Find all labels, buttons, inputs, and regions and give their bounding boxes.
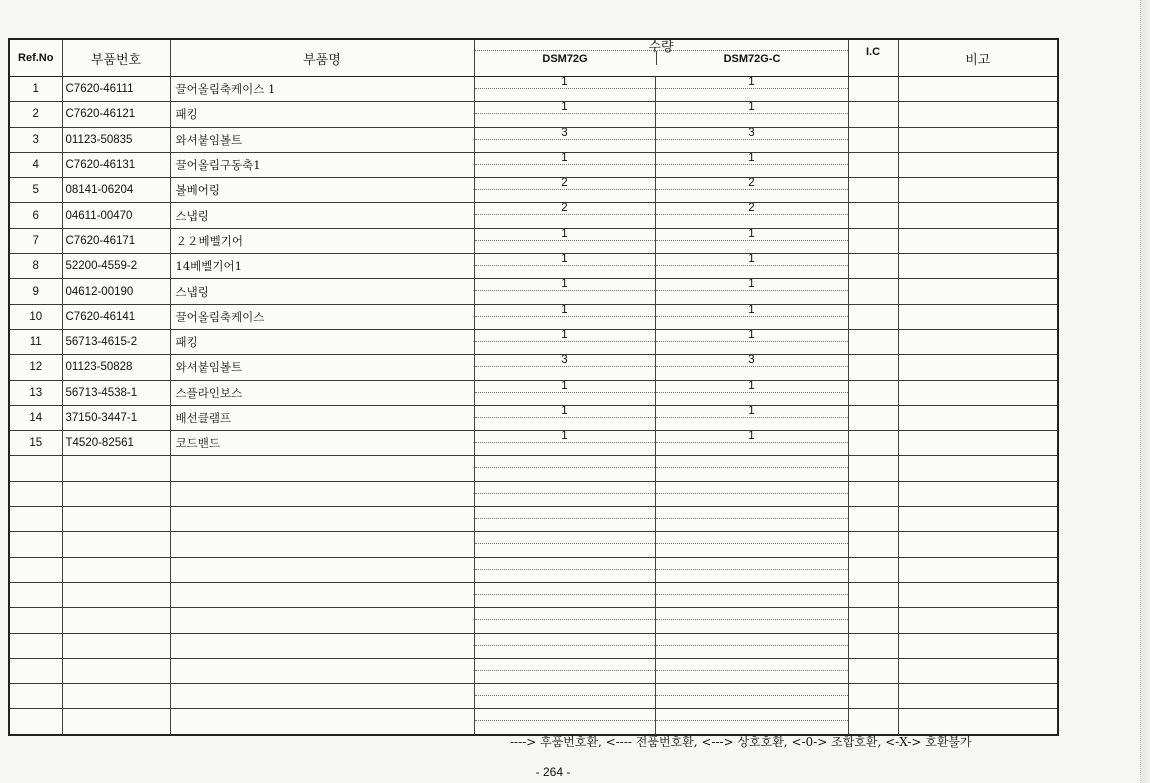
part-no-cell: [62, 658, 170, 683]
remarks-cell: [898, 507, 1058, 532]
qty-dsm72g-cell: [474, 532, 655, 557]
qty-dsm72g-c-value: 1: [748, 380, 755, 392]
qty-dsm72g-c-value: 1: [748, 304, 755, 316]
ic-cell: [848, 658, 898, 683]
remarks-cell: [898, 127, 1058, 152]
part-no-cell: [62, 507, 170, 532]
table-row: [9, 456, 1058, 481]
part-name-cell: [170, 709, 474, 735]
qty-dsm72g-value: 1: [561, 304, 568, 316]
part-no-cell: 08141-06204: [62, 178, 170, 203]
header-ref-no: Ref.No: [9, 39, 62, 77]
table-row: [9, 405, 1058, 430]
qty-dsm72g-c-cell: [655, 203, 848, 228]
ic-cell: [848, 456, 898, 481]
table-row: [9, 279, 1058, 304]
table-row: [9, 633, 1058, 658]
qty-dsm72g-value: 3: [561, 127, 568, 139]
ref-no-cell: [9, 507, 62, 532]
ic-cell: [848, 203, 898, 228]
qty-dsm72g-cell: [474, 380, 655, 405]
part-no-cell: [62, 481, 170, 506]
part-name-cell: [170, 557, 474, 582]
qty-dsm72g-cell: [474, 355, 655, 380]
qty-dsm72g-cell: [474, 254, 655, 279]
table-row: [9, 431, 1058, 456]
ref-no-cell: 8: [9, 254, 62, 279]
remarks-cell: [898, 380, 1058, 405]
qty-dsm72g-cell: [474, 102, 655, 127]
table-row: [9, 304, 1058, 329]
header-model-dsm72g-c: DSM72G-C: [723, 53, 781, 65]
ic-cell: [848, 102, 898, 127]
qty-dsm72g-value: 1: [561, 405, 568, 417]
table-row: [9, 355, 1058, 380]
remarks-cell: [898, 279, 1058, 304]
part-no-cell: [62, 709, 170, 735]
qty-dsm72g-c-value: 1: [748, 76, 755, 88]
ref-no-cell: 12: [9, 355, 62, 380]
ic-cell: [848, 279, 898, 304]
remarks-cell: [898, 709, 1058, 735]
part-no-cell: C7620-46141: [62, 304, 170, 329]
qty-dsm72g-cell: [474, 507, 655, 532]
ref-no-cell: 11: [9, 329, 62, 354]
table-row: [9, 77, 1058, 102]
table-row: [9, 127, 1058, 152]
part-no-cell: C7620-46131: [62, 152, 170, 177]
part-name-cell: [170, 481, 474, 506]
qty-dsm72g-c-value: 3: [748, 354, 755, 367]
qty-dsm72g-c-value: 1: [748, 101, 755, 114]
part-name-cell: 끌어올림축케이스 1: [170, 77, 474, 102]
qty-dsm72g-c-cell: [655, 304, 848, 329]
qty-dsm72g-cell: [474, 684, 655, 709]
qty-dsm72g-value: 1: [561, 430, 568, 443]
part-no-cell: 04611-00470: [62, 203, 170, 228]
table-row: [9, 532, 1058, 557]
ic-cell: [848, 380, 898, 405]
qty-dsm72g-c-value: 1: [748, 152, 755, 164]
qty-dsm72g-cell: [474, 431, 655, 456]
qty-dsm72g-c-cell: [655, 456, 848, 481]
header-part-no: 부품번호: [62, 39, 170, 77]
ref-no-cell: 3: [9, 127, 62, 152]
ref-no-cell: 5: [9, 178, 62, 203]
table-row: [9, 203, 1058, 228]
table-row: [9, 608, 1058, 633]
ic-cell: [848, 633, 898, 658]
part-no-cell: 04612-00190: [62, 279, 170, 304]
qty-dsm72g-c-cell: [655, 405, 848, 430]
ref-no-cell: 2: [9, 102, 62, 127]
ref-no-cell: [9, 481, 62, 506]
qty-dsm72g-cell: [474, 608, 655, 633]
part-name-cell: 스냅링: [170, 279, 474, 304]
header-model-row: [475, 50, 848, 65]
part-no-cell: 52200-4559-2: [62, 254, 170, 279]
part-no-cell: C7620-46111: [62, 77, 170, 102]
part-name-cell: [170, 658, 474, 683]
header-ic: I.C: [848, 39, 898, 77]
qty-dsm72g-c-value: 1: [748, 228, 755, 240]
table-row: [9, 684, 1058, 709]
qty-dsm72g-cell: [474, 127, 655, 152]
remarks-cell: [898, 532, 1058, 557]
qty-dsm72g-cell: [474, 658, 655, 683]
qty-dsm72g-c-cell: [655, 254, 848, 279]
table-row: [9, 329, 1058, 354]
remarks-cell: [898, 405, 1058, 430]
header-quantity-title: 수량: [648, 40, 674, 55]
qty-dsm72g-cell: [474, 582, 655, 607]
remarks-cell: [898, 658, 1058, 683]
remarks-cell: [898, 203, 1058, 228]
part-no-cell: C7620-46171: [62, 228, 170, 253]
table-row: [9, 178, 1058, 203]
part-name-cell: 배선클램프: [170, 405, 474, 430]
part-name-cell: 패킹: [170, 102, 474, 127]
qty-dsm72g-c-value: 1: [748, 430, 755, 443]
part-name-cell: [170, 684, 474, 709]
qty-dsm72g-c-cell: [655, 228, 848, 253]
remarks-cell: [898, 456, 1058, 481]
qty-dsm72g-value: 1: [561, 101, 568, 114]
qty-dsm72g-cell: [474, 329, 655, 354]
qty-dsm72g-c-cell: [655, 507, 848, 532]
qty-dsm72g-c-cell: [655, 355, 848, 380]
ic-cell: [848, 304, 898, 329]
table-row: [9, 658, 1058, 683]
ref-no-cell: 10: [9, 304, 62, 329]
part-no-cell: 37150-3447-1: [62, 405, 170, 430]
part-no-cell: [62, 532, 170, 557]
remarks-cell: [898, 684, 1058, 709]
qty-dsm72g-cell: [474, 152, 655, 177]
part-name-cell: 스플라인보스: [170, 380, 474, 405]
part-no-cell: [62, 582, 170, 607]
qty-dsm72g-c-cell: [655, 582, 848, 607]
table-row: [9, 380, 1058, 405]
qty-dsm72g-value: 1: [561, 228, 568, 240]
ic-cell: [848, 557, 898, 582]
ref-no-cell: [9, 582, 62, 607]
qty-dsm72g-c-cell: [655, 431, 848, 456]
page-number: - 264 -: [535, 765, 571, 779]
part-no-cell: [62, 633, 170, 658]
part-name-cell: [170, 507, 474, 532]
qty-dsm72g-c-cell: [655, 557, 848, 582]
ic-cell: [848, 532, 898, 557]
table-row: [9, 481, 1058, 506]
remarks-cell: [898, 178, 1058, 203]
remarks-cell: [898, 304, 1058, 329]
ref-no-cell: 1: [9, 77, 62, 102]
part-no-cell: 56713-4615-2: [62, 329, 170, 354]
qty-dsm72g-cell: [474, 481, 655, 506]
qty-dsm72g-c-value: 1: [748, 405, 755, 417]
parts-table: [8, 38, 1059, 736]
qty-dsm72g-c-cell: [655, 633, 848, 658]
ic-cell: [848, 254, 898, 279]
qty-dsm72g-cell: [474, 405, 655, 430]
ref-no-cell: [9, 709, 62, 735]
qty-dsm72g-value: 1: [561, 152, 568, 164]
ref-no-cell: 13: [9, 380, 62, 405]
remarks-cell: [898, 152, 1058, 177]
ic-cell: [848, 152, 898, 177]
table-row: [9, 102, 1058, 127]
ref-no-cell: [9, 658, 62, 683]
remarks-cell: [898, 254, 1058, 279]
ic-cell: [848, 329, 898, 354]
part-name-cell: 14베벨기어1: [170, 254, 474, 279]
qty-dsm72g-c-cell: [655, 532, 848, 557]
ic-cell: [848, 127, 898, 152]
ic-cell: [848, 481, 898, 506]
qty-dsm72g-c-cell: [655, 658, 848, 683]
part-name-cell: [170, 582, 474, 607]
qty-dsm72g-value: 1: [561, 76, 568, 88]
ref-no-cell: 9: [9, 279, 62, 304]
table-header-row: [9, 39, 1058, 77]
qty-dsm72g-value: 1: [561, 329, 568, 341]
part-name-cell: 볼베어링: [170, 178, 474, 203]
remarks-cell: [898, 582, 1058, 607]
part-name-cell: [170, 608, 474, 633]
ic-cell: [848, 228, 898, 253]
table-row: [9, 709, 1058, 735]
qty-dsm72g-c-cell: [655, 152, 848, 177]
parts-table-body: [9, 77, 1058, 735]
table-row: [9, 254, 1058, 279]
part-no-cell: [62, 456, 170, 481]
ref-no-cell: [9, 633, 62, 658]
qty-dsm72g-cell: [474, 203, 655, 228]
qty-dsm72g-value: 1: [561, 253, 568, 266]
ic-cell: [848, 608, 898, 633]
qty-dsm72g-c-value: 3: [748, 127, 755, 139]
part-no-cell: [62, 684, 170, 709]
header-remarks: 비고: [898, 39, 1058, 77]
part-no-cell: T4520-82561: [62, 431, 170, 456]
remarks-cell: [898, 228, 1058, 253]
ref-no-cell: [9, 608, 62, 633]
header-quantity: [474, 39, 848, 77]
part-name-cell: 패킹: [170, 329, 474, 354]
ic-cell: [848, 582, 898, 607]
remarks-cell: [898, 633, 1058, 658]
qty-dsm72g-value: 3: [561, 354, 568, 367]
table-row: [9, 557, 1058, 582]
table-row: [9, 152, 1058, 177]
qty-dsm72g-value: 1: [561, 380, 568, 392]
qty-dsm72g-c-cell: [655, 709, 848, 735]
qty-dsm72g-value: 2: [561, 202, 568, 215]
header-model-dsm72g: DSM72G: [475, 51, 657, 65]
qty-dsm72g-cell: [474, 304, 655, 329]
ic-cell: [848, 507, 898, 532]
qty-dsm72g-cell: [474, 228, 655, 253]
part-name-cell: [170, 532, 474, 557]
qty-dsm72g-cell: [474, 77, 655, 102]
ic-cell: [848, 355, 898, 380]
ref-no-cell: [9, 456, 62, 481]
qty-dsm72g-cell: [474, 456, 655, 481]
ic-cell: [848, 709, 898, 735]
qty-dsm72g-c-value: 2: [748, 202, 755, 215]
ref-no-cell: 4: [9, 152, 62, 177]
qty-dsm72g-c-value: 1: [748, 329, 755, 341]
remarks-cell: [898, 431, 1058, 456]
part-name-cell: 코드밴드: [170, 431, 474, 456]
part-no-cell: 01123-50828: [62, 355, 170, 380]
ic-cell: [848, 77, 898, 102]
header-part-name: 부품명: [170, 39, 474, 77]
part-name-cell: 와셔붙임볼트: [170, 127, 474, 152]
remarks-cell: [898, 102, 1058, 127]
remarks-cell: [898, 608, 1058, 633]
qty-dsm72g-c-cell: [655, 127, 848, 152]
compatibility-legend: ----> 후품번호환, <---- 전품번호환, <---> 상호호환, <-0-> 조합호환, <-X-> 호환불가: [510, 735, 972, 749]
qty-dsm72g-c-value: 1: [748, 253, 755, 266]
remarks-cell: [898, 329, 1058, 354]
qty-dsm72g-cell: [474, 557, 655, 582]
remarks-cell: [898, 557, 1058, 582]
part-name-cell: 와셔붙임볼트: [170, 355, 474, 380]
qty-dsm72g-cell: [474, 633, 655, 658]
qty-dsm72g-cell: [474, 709, 655, 735]
part-name-cell: 끌어올림축케이스: [170, 304, 474, 329]
ic-cell: [848, 684, 898, 709]
remarks-cell: [898, 77, 1058, 102]
qty-dsm72g-c-cell: [655, 380, 848, 405]
remarks-cell: [898, 481, 1058, 506]
qty-dsm72g-c-cell: [655, 77, 848, 102]
part-no-cell: C7620-46121: [62, 102, 170, 127]
ref-no-cell: [9, 684, 62, 709]
qty-dsm72g-cell: [474, 279, 655, 304]
qty-dsm72g-c-cell: [655, 279, 848, 304]
ref-no-cell: 14: [9, 405, 62, 430]
part-no-cell: [62, 557, 170, 582]
ref-no-cell: 7: [9, 228, 62, 253]
ref-no-cell: 15: [9, 431, 62, 456]
part-name-cell: 스냅링: [170, 203, 474, 228]
ref-no-cell: [9, 557, 62, 582]
part-name-cell: ２２베벨기어: [170, 228, 474, 253]
qty-dsm72g-c-value: 1: [748, 278, 755, 291]
ic-cell: [848, 431, 898, 456]
part-name-cell: [170, 456, 474, 481]
qty-dsm72g-c-cell: [655, 102, 848, 127]
part-no-cell: 56713-4538-1: [62, 380, 170, 405]
qty-dsm72g-c-value: 2: [748, 177, 755, 190]
ref-no-cell: [9, 532, 62, 557]
qty-dsm72g-value: 1: [561, 278, 568, 291]
qty-dsm72g-c-cell: [655, 608, 848, 633]
ref-no-cell: 6: [9, 203, 62, 228]
table-row: [9, 228, 1058, 253]
qty-dsm72g-cell: [474, 178, 655, 203]
qty-dsm72g-c-cell: [655, 481, 848, 506]
part-no-cell: [62, 608, 170, 633]
qty-dsm72g-c-cell: [655, 178, 848, 203]
part-name-cell: 끌어올림구동축1: [170, 152, 474, 177]
part-name-cell: [170, 633, 474, 658]
remarks-cell: [898, 355, 1058, 380]
ic-cell: [848, 178, 898, 203]
ic-cell: [848, 405, 898, 430]
part-no-cell: 01123-50835: [62, 127, 170, 152]
qty-dsm72g-c-cell: [655, 684, 848, 709]
table-row: [9, 582, 1058, 607]
table-row: [9, 507, 1058, 532]
page-edge: [1140, 0, 1150, 783]
qty-dsm72g-value: 2: [561, 177, 568, 190]
qty-dsm72g-c-cell: [655, 329, 848, 354]
